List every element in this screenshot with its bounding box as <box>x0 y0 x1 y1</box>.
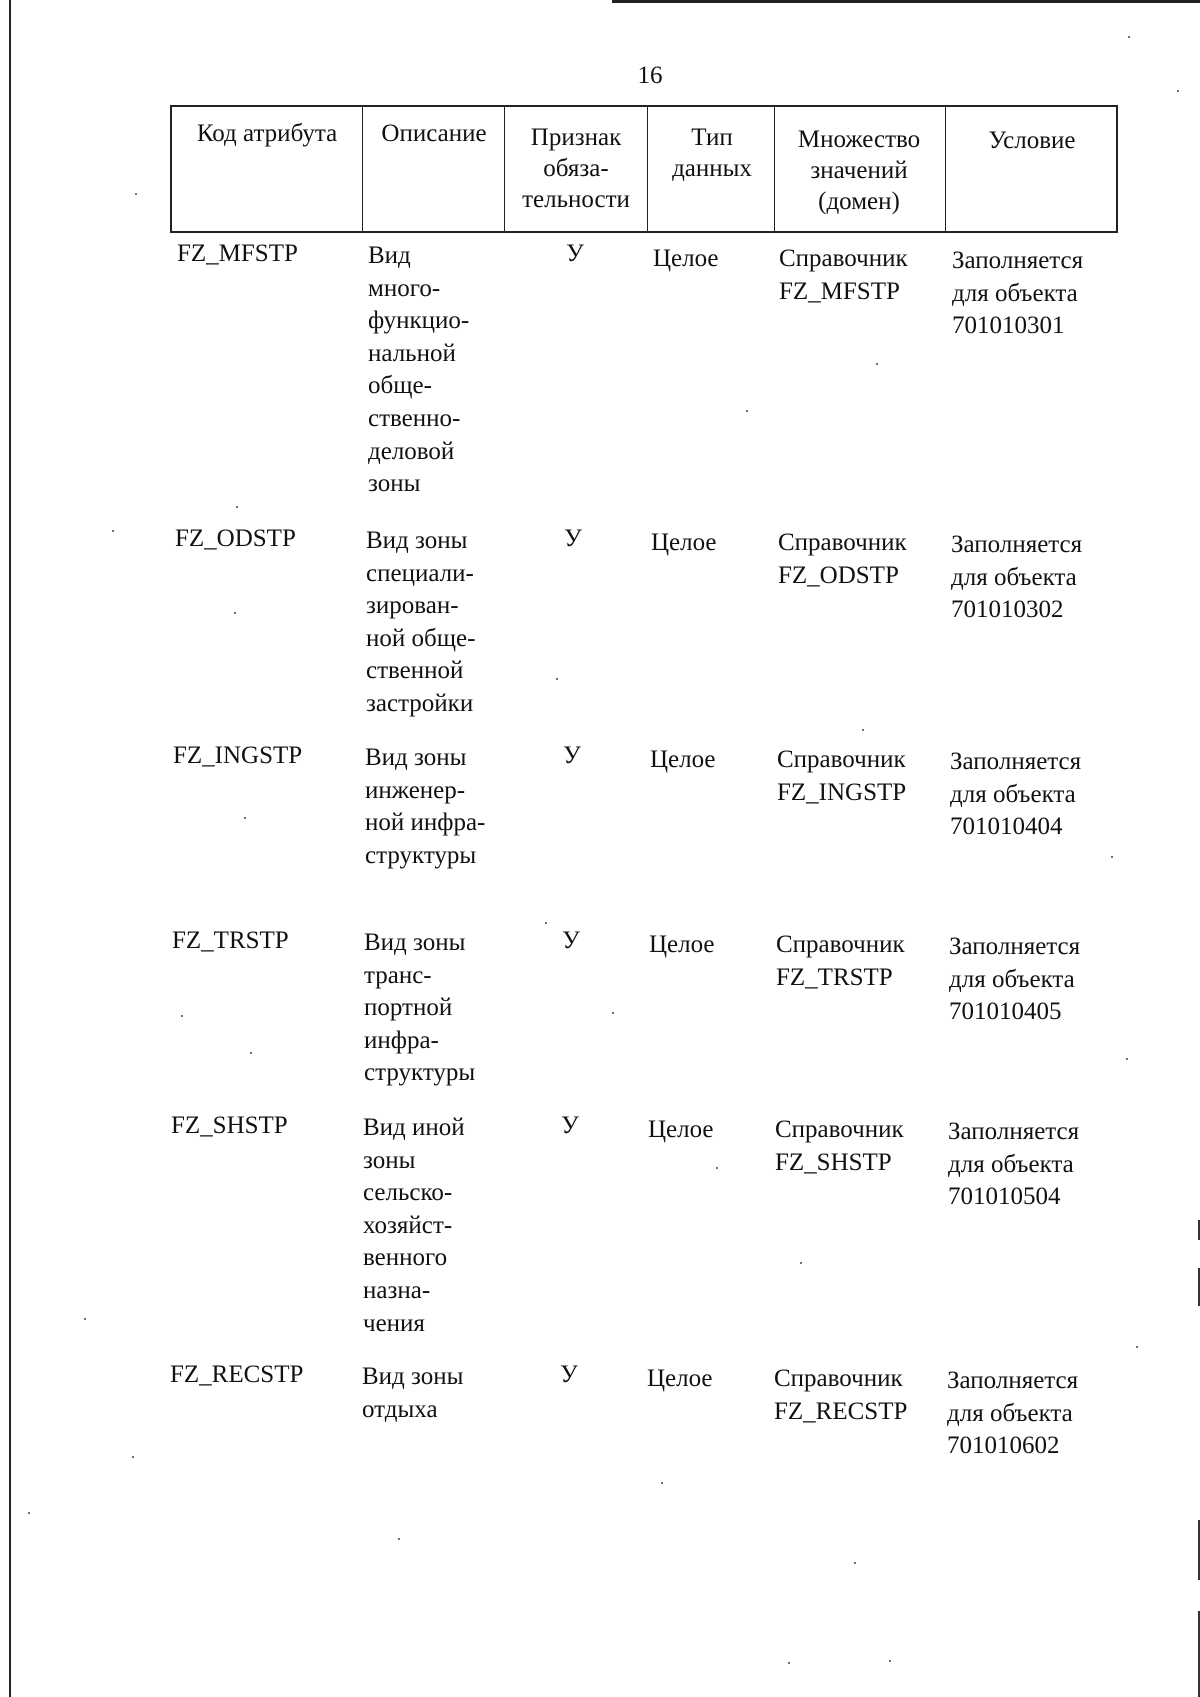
attribute-description: Вид зоны специали-зирован-ной обще-ственной застройки <box>366 527 476 717</box>
condition-value: Заполняется для объекта 701010302 <box>951 531 1083 624</box>
attribute-description: Вид зоны инженер-ной инфра-структуры <box>365 744 486 869</box>
scan-speck <box>244 817 246 819</box>
required-flag: У <box>561 1112 579 1139</box>
scan-speck <box>545 922 547 924</box>
scan-speck <box>1177 90 1179 92</box>
scan-speck <box>716 1167 718 1169</box>
required-flag: У <box>566 240 584 267</box>
header-code: Код атрибута <box>196 120 338 147</box>
condition-value: Заполняется для объекта 701010404 <box>950 748 1082 841</box>
scan-speck <box>889 1660 891 1662</box>
domain-value: Справочник FZ_TRSTP <box>776 931 905 991</box>
attribute-description: Вид зоны отдыха <box>362 1363 464 1423</box>
scan-speck <box>234 612 236 614</box>
header-divider <box>945 105 946 233</box>
header-divider <box>504 105 505 233</box>
attribute-code: FZ_MFSTP <box>177 240 298 267</box>
condition-value: Заполняется для объекта 701010602 <box>947 1367 1079 1460</box>
scan-speck <box>876 363 878 365</box>
scan-speck <box>250 1052 252 1054</box>
scan-speck <box>398 1538 400 1540</box>
required-flag: У <box>564 525 582 552</box>
top-edge-rule <box>612 0 1200 3</box>
header-type: Тип данных <box>672 124 752 182</box>
scan-speck <box>1126 1058 1128 1060</box>
scan-speck <box>788 1662 790 1664</box>
page-number: 16 <box>637 62 663 89</box>
scan-speck <box>236 506 238 508</box>
attribute-code: FZ_TRSTP <box>172 927 289 954</box>
scan-speck <box>181 1015 183 1017</box>
attribute-description: Вид иной зоны сельско-хозяйст-венного назна-чения <box>363 1114 465 1337</box>
required-flag: У <box>560 1361 578 1388</box>
attribute-description: Вид много-функцио-нальной обще-ственно-деловой зоны <box>368 242 470 498</box>
header-domain: Множество значений (домен) <box>797 126 921 215</box>
scan-speck <box>132 1456 134 1458</box>
header-divider <box>362 105 363 233</box>
scan-speck <box>1136 1346 1138 1348</box>
data-type: Целое <box>650 746 716 773</box>
domain-value: Справочник FZ_SHSTP <box>775 1116 904 1176</box>
attribute-code: FZ_ODSTP <box>175 525 296 552</box>
domain-value: Справочник FZ_INGSTP <box>777 746 907 806</box>
domain-value: Справочник FZ_MFSTP <box>779 245 908 305</box>
header-description: Описание <box>381 120 487 147</box>
scan-speck <box>84 1318 86 1320</box>
scan-speck <box>1111 856 1113 858</box>
domain-value: Справочник FZ_RECSTP <box>774 1365 908 1425</box>
condition-value: Заполняется для объекта 701010301 <box>952 247 1084 340</box>
scan-speck <box>556 678 558 680</box>
scan-speck <box>746 410 748 412</box>
scan-speck <box>854 1562 856 1564</box>
scan-speck <box>28 1512 30 1514</box>
attribute-code: FZ_INGSTP <box>173 742 303 769</box>
attribute-code: FZ_SHSTP <box>171 1112 288 1139</box>
data-type: Целое <box>647 1365 713 1392</box>
header-divider <box>647 105 648 233</box>
condition-value: Заполняется для объекта 701010405 <box>949 933 1081 1026</box>
scan-speck <box>1128 36 1130 38</box>
scan-speck <box>612 1012 614 1014</box>
header-divider <box>774 105 775 233</box>
scan-speck <box>112 530 114 532</box>
data-type: Целое <box>653 245 719 272</box>
left-margin-rule <box>9 0 11 1697</box>
condition-value: Заполняется для объекта 701010504 <box>948 1118 1080 1211</box>
scan-speck <box>135 193 137 195</box>
data-type: Целое <box>648 1116 714 1143</box>
scan-speck <box>800 1262 802 1264</box>
attribute-description: Вид зоны транс-портной инфра-структуры <box>364 929 476 1087</box>
scan-speck <box>862 729 864 731</box>
domain-value: Справочник FZ_ODSTP <box>778 529 907 589</box>
required-flag: У <box>563 742 581 769</box>
header-condition: Условие <box>988 127 1076 154</box>
data-type: Целое <box>651 529 717 556</box>
data-type: Целое <box>649 931 715 958</box>
header-required: Признак обяза-тельности <box>522 124 630 213</box>
required-flag: У <box>562 927 580 954</box>
attribute-code: FZ_RECSTP <box>170 1361 304 1388</box>
scan-speck <box>661 1482 663 1484</box>
